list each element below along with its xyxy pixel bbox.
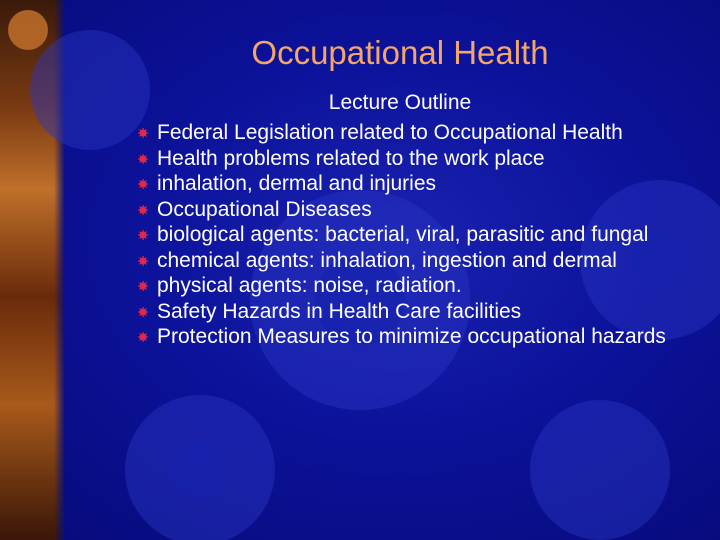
- bullet-item: [138, 197, 698, 223]
- bullet-item: [138, 222, 698, 248]
- bullet-star-icon: [138, 205, 148, 215]
- bullet-text: Occupational Diseases: [157, 197, 372, 221]
- bullet-star-icon: [138, 256, 148, 266]
- bullet-item: [138, 248, 698, 274]
- title-container: [200, 34, 600, 72]
- gear-hub: [172, 442, 228, 498]
- gear-shape: [30, 30, 150, 150]
- bullet-text: chemical agents: inhalation, ingestion and dermal: [157, 248, 617, 272]
- bullet-star-icon: [138, 281, 148, 291]
- bullet-item: [138, 171, 698, 197]
- bullet-star-icon: [138, 179, 148, 189]
- bullet-text: Safety Hazards in Health Care facilities: [157, 299, 522, 323]
- bullet-star-icon: [138, 154, 148, 164]
- bullet-item: [138, 120, 698, 146]
- slide-title: Occupational Health: [251, 34, 549, 71]
- bullet-star-icon: [138, 332, 148, 342]
- gear-shape: [530, 400, 670, 540]
- bullet-text: Federal Legislation related to Occupational Health: [157, 121, 623, 144]
- bullet-item: [138, 299, 698, 325]
- bullet-text: Protection Measures to minimize occupational hazards: [157, 325, 666, 348]
- bullet-star-icon: [138, 307, 148, 317]
- bullet-item: [138, 324, 698, 350]
- bullet-text: inhalation, dermal and injuries: [157, 172, 436, 195]
- gear-shape-orange: [8, 10, 48, 50]
- slide-subtitle: Lecture Outline: [328, 91, 472, 114]
- bullet-item: [138, 273, 698, 299]
- bullet-star-icon: [138, 128, 148, 138]
- bullet-text: physical agents: noise, radiation.: [157, 274, 462, 297]
- bullet-text: biological agents: bacterial, viral, parasitic and fungal: [157, 223, 649, 246]
- bullet-text: Health problems related to the work place: [157, 146, 545, 170]
- bullet-item: [138, 146, 698, 172]
- bullet-list: [138, 120, 698, 350]
- bullet-star-icon: [138, 230, 148, 240]
